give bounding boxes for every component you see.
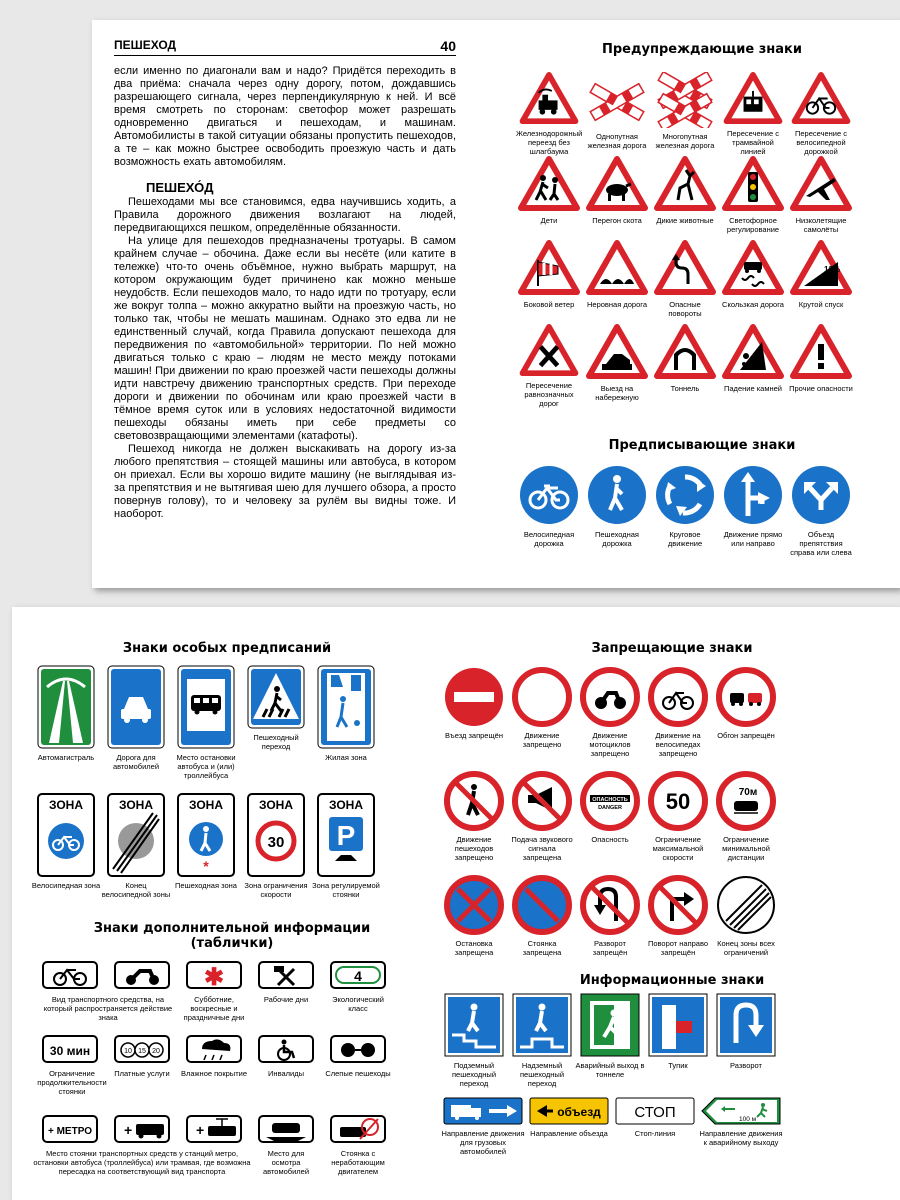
info-direction-sign-направление-движения-к-аварийному-выходу: [698, 1097, 784, 1187]
sign-caption: Пешеходная дорожка: [594, 530, 639, 548]
plate-eco-class: [330, 961, 386, 989]
sign-caption: Место остановки автобуса и (или) троллейбуса: [176, 753, 236, 780]
warning-sign-дикие-животные: [651, 156, 719, 240]
sign-caption: Въезд запрещён: [445, 731, 503, 740]
plate-paid-services: [114, 1035, 170, 1063]
info-sign-разворот: [712, 993, 780, 1097]
zone-sign-велосипедная-зона: [32, 793, 100, 917]
mandatory-signs-title: Предписывающие знаки: [608, 438, 796, 453]
prohibitory-signs-grid: [440, 667, 780, 979]
prohibitory-sign-остановка-запрещена: [440, 875, 508, 979]
svg-text:+: +: [196, 1122, 205, 1138]
info-direction-sign-стоп-линия: [612, 1097, 698, 1187]
warning-sign-выезд-на-набережную-icon: [586, 324, 648, 380]
plate-caption: Вид транспортного средства, на который распространяется действие знака: [43, 995, 173, 1022]
plate-bicycle: [42, 961, 98, 989]
plate-motorcycle-icon: [114, 961, 170, 989]
extra-info-title-line1: Знаки дополнительной информации: [93, 921, 371, 936]
zone-signs-grid: [32, 793, 380, 917]
plate-caption: Рабочие дни: [263, 995, 309, 1004]
book-page-top: [92, 20, 900, 588]
sign-caption: Подача звукового сигнала запрещена: [511, 835, 573, 862]
prohibitory-sign-движение-мотоциклов-запрещено-icon: [580, 667, 640, 727]
article-heading: ПЕШЕХО́Д: [146, 180, 214, 195]
parking-letter: P: [336, 820, 356, 851]
plate-disabled-icon: [258, 1035, 314, 1063]
extra-info-title-line2: (таблички): [190, 936, 274, 951]
prohibitory-sign-ограничение-минимальной-дистанции: [712, 771, 780, 875]
prohibitory-sign-конец-зоны-всех-ограничений-icon: [716, 875, 776, 935]
mandatory-sign-объезд-препятствия-справа-или-слева: [787, 464, 855, 564]
sign-caption: Зона регулируемой стоянки: [312, 881, 380, 899]
plate-car-inspection-icon: [258, 1115, 314, 1143]
plate-weekend: [186, 961, 242, 989]
sign-caption: Поворот направо запрещён: [647, 939, 709, 957]
warning-signs-title: Предупреждающие знаки: [602, 42, 802, 57]
warning-sign-однопутная-железная-дорога: [583, 72, 651, 156]
danger-top-text: ОПАСНОСТЬ: [592, 797, 628, 803]
sign-caption: Направление объезда: [530, 1129, 608, 1138]
sign-caption: Круговое движение: [667, 530, 703, 548]
warning-sign-тоннель: [651, 324, 719, 408]
warning-sign-железнодорожный-переезд-без-шлагбаума: [515, 72, 583, 156]
plate-caption: Инвалиды: [268, 1069, 304, 1078]
warning-sign-пересечение-с-велосипедной-дорожкой-icon: [790, 72, 852, 125]
prohibitory-sign-конец-зоны-всех-ограничений: [712, 875, 780, 979]
warning-sign-дети: [515, 156, 583, 240]
info-direction-sign-направление-движения-для-грузовых-автомобилей: [440, 1097, 526, 1187]
sign-caption: Разворот запрещён: [592, 939, 628, 957]
plate-disabled: [258, 1035, 314, 1063]
max-speed-value: 50: [665, 789, 691, 814]
sign-caption: Стоп-линия: [634, 1129, 676, 1138]
sign-caption: Светофорное регулирование: [726, 216, 780, 234]
prohibitory-sign-движение-пешеходов-запрещено: [440, 771, 508, 875]
plate-caption: Влажное покрытие: [180, 1069, 247, 1078]
special-sign-дорога-для-автомобилей: [102, 665, 170, 789]
section-title: ПЕШЕХОД: [114, 38, 177, 52]
warning-sign-крутой-спуск-icon: [790, 240, 852, 296]
prohibitory-sign-подача-звукового-сигнала-запрещена: [508, 771, 576, 875]
prohibitory-sign-движение-на-велосипедах-запрещено: [644, 667, 712, 771]
mandatory-sign-велосипедная-дорожка: [515, 464, 583, 564]
sign-caption: Движение на велосипедах запрещено: [655, 731, 701, 758]
plate-parking-time-icon: [42, 1035, 98, 1063]
speed-value: 30: [267, 834, 285, 851]
warning-sign-боковой-ветер-icon: [518, 240, 580, 296]
prohibitory-sign-движение-мотоциклов-запрещено: [576, 667, 644, 771]
plate-caption: Место стоянки транспортных средств у станций метро, остановки автобуса (троллейбуса) или трамвая, где возможна пересадка на соответствующий вид транспорта: [33, 1149, 251, 1176]
plate-tram-icon: [186, 1115, 242, 1143]
prohibitory-sign-разворот-запрещён-icon: [580, 875, 640, 935]
warning-sign-пересечение-с-велосипедной-дорожкой: [787, 72, 855, 156]
danger-bottom-text: DANGER: [598, 805, 622, 811]
page-number: 40: [440, 38, 456, 54]
sign-caption: Движение пешеходов запрещено: [454, 835, 494, 862]
sign-caption: Неровная дорога: [586, 300, 647, 309]
plate-workdays: [258, 961, 314, 989]
warning-sign-низколетящие-самолёты: [787, 156, 855, 240]
info-direction-sign-направление-объезда-icon: [529, 1097, 609, 1125]
warning-sign-падение-камней-icon: [722, 324, 784, 380]
info-sign-надземный-пешеходный-переход: [508, 993, 576, 1097]
prohibitory-sign-движение-на-велосипедах-запрещено-icon: [648, 667, 708, 727]
sign-caption: Конец велосипедной зоны: [101, 881, 171, 899]
stop-text: СТОП: [634, 1104, 676, 1121]
zone-sign-зона-регулируемой-стоянки-icon: [317, 793, 375, 877]
warning-sign-неровная-дорога: [583, 240, 651, 324]
sign-caption: Падение камней: [724, 384, 782, 393]
special-sign-место-остановки-автобуса-и-или-троллейбуса-icon: [177, 665, 235, 749]
paragraph: если именно по диагонали вам и надо? Придётся переходить в два приёма: сначала через одну дорогу, потом, дождавшись разрешающего сигнала, через перпендикулярную к ней. И всё время смотреть по сторонам: светофор может разрешать одновременно двигаться и пешеходам, и машинам. Автомобилисты в такой ситуации обязаны пропустить пешеходов, а те – как можно быстрее освободить проезжую часть и дать возможность ехать автомобилям.: [114, 65, 456, 168]
sign-caption: Дикие животные: [656, 216, 714, 225]
info-sign-тупик: [644, 993, 712, 1097]
sign-caption: Дорога для автомобилей: [112, 753, 160, 771]
sign-caption: Направление движения для грузовых автомобилей: [441, 1129, 525, 1156]
warning-sign-скользкая-дорога-icon: [722, 240, 784, 296]
sign-caption: Пешеходная зона: [175, 881, 237, 890]
sign-caption: Ограничение минимальной дистанции: [722, 835, 770, 862]
distance-value: 70м: [738, 787, 758, 798]
special-sign-автомагистраль-icon: [37, 665, 95, 749]
plate-parking-time: [42, 1035, 98, 1063]
info-direction-signs-grid: [440, 1097, 784, 1187]
metro-text: + МЕТРО: [47, 1126, 93, 1137]
warning-sign-крутой-спуск: [787, 240, 855, 324]
plate-blind-pedestrians-icon: [330, 1035, 386, 1063]
plate-bus: [114, 1115, 170, 1143]
sign-caption: Движение мотоциклов запрещено: [589, 731, 631, 758]
zone-sign-зона-ограничения-скорости: [242, 793, 310, 917]
plate-engine-off: [330, 1115, 386, 1143]
mandatory-sign-круговое-движение-icon: [654, 464, 716, 526]
sign-caption: Перегон скота: [592, 216, 642, 225]
warning-sign-низколетящие-самолёты-icon: [790, 156, 852, 212]
plate-caption: Ограничение продолжительности стоянки: [37, 1069, 107, 1096]
sign-caption: Железнодорожный переезд без шлагбаума: [516, 129, 583, 156]
special-sign-автомагистраль: [32, 665, 100, 789]
paragraph: На улице для пешеходов предназначены тротуары. В самом крайнем случае – обочина. Даже если вы несёте (или катите в тележке) что-то очень объёмное, нужно выбрать маршрут, на котором окружающим будет причинено как можно меньше неудобств. Если пешеходов мало, то надо идти по тротуару, если же вокруг толпа – можно аккуратно выйти на проезжую часть, но только так, чтобы не мешать машинам. Однако это едва ли не единственный случай, когда Правила допускают пешехода для передвижения по «автомобильной» территории. По ней можно двигаться только с краю – людям не место между потоками машин! При движении по краю проезжей части пешеходы должны идти навстречу движению транспортных средств. При переходе дороги и движении по обочинам или краю проезжей части в тёмное время суток или в условиях недостаточной видимости пешеходы обязаны иметь при себе предметы со световозвращающими элементами (катафоты).: [114, 235, 456, 442]
info-direction-sign-стоп-линия-icon: [615, 1097, 695, 1125]
mandatory-sign-пешеходная-дорожка-icon: [586, 464, 648, 526]
special-sign-жилая-зона: [312, 665, 380, 789]
prohibitory-sign-въезд-запрещён: [440, 667, 508, 771]
warning-sign-пересечение-с-трамвайной-линией: [719, 72, 787, 156]
plate-metro: [42, 1115, 98, 1143]
plate-weekend-icon: [186, 961, 242, 989]
plate-workdays-icon: [258, 961, 314, 989]
info-sign-разворот-icon: [716, 993, 776, 1057]
coin-value: 15: [138, 1048, 146, 1055]
book-page-bottom: [12, 607, 900, 1200]
special-sign-место-остановки-автобуса-и-или-троллейбуса: [172, 665, 240, 789]
info-direction-sign-направление-движения-для-грузовых-автомобилей-icon: [443, 1097, 523, 1125]
prohibitory-signs-title: Запрещающие знаки: [591, 641, 753, 656]
paragraph: Пешеходами мы все становимся, едва научившись ходить, а Правила дорожного движения возлагают на людей, передвигающихся пешком, определённые обязанности.: [114, 196, 456, 234]
info-sign-аварийный-выход-в-тоннеле: [576, 993, 644, 1097]
sign-caption: Аварийный выход в тоннеле: [575, 1061, 645, 1079]
info-sign-подземный-пешеходный-переход: [440, 993, 508, 1097]
warning-sign-прочие-опасности-icon: [790, 324, 852, 380]
warning-sign-пересечение-с-трамвайной-линией-icon: [722, 72, 784, 125]
sign-caption: Пешеходный переход: [253, 733, 299, 751]
warning-sign-дикие-животные-icon: [654, 156, 716, 212]
info-sign-аварийный-выход-в-тоннеле-icon: [580, 993, 640, 1057]
prohibitory-sign-ограничение-максимальной-скорости: [644, 771, 712, 875]
info-direction-sign-направление-движения-к-аварийному-выходу-icon: [701, 1097, 781, 1125]
mandatory-sign-пешеходная-дорожка: [583, 464, 651, 564]
warning-signs-grid: [515, 72, 855, 408]
warning-sign-неровная-дорога-icon: [586, 240, 648, 296]
coin-value: 20: [152, 1048, 160, 1055]
info-sign-надземный-пешеходный-переход-icon: [512, 993, 572, 1057]
info-signs-title: Информационные знаки: [579, 973, 765, 988]
detour-text: объезд: [557, 1105, 601, 1119]
mandatory-sign-движение-прямо-или-направо-icon: [722, 464, 784, 526]
warning-sign-тоннель-icon: [654, 324, 716, 380]
sign-caption: Объезд препятствия справа или слева: [790, 530, 852, 557]
special-signs-title: Знаки особых предписаний: [122, 641, 332, 656]
mandatory-sign-круговое-движение: [651, 464, 719, 564]
plate-caption: Платные услуги: [114, 1069, 170, 1078]
sign-caption: Тоннель: [670, 384, 700, 393]
special-sign-пешеходный-переход: [242, 665, 310, 789]
plate-caption: Место для осмотра автомобилей: [262, 1149, 310, 1176]
plate-eco-class-icon: [330, 961, 386, 989]
warning-sign-перегон-скота: [583, 156, 651, 240]
sign-caption: Дети: [540, 216, 558, 225]
zone-word: ЗОНА: [118, 798, 154, 812]
page-header: [114, 38, 456, 56]
prohibitory-sign-ограничение-максимальной-скорости-icon: [648, 771, 708, 831]
prohibitory-sign-подача-звукового-сигнала-запрещена-icon: [512, 771, 572, 831]
sign-caption: Направление движения к аварийному выходу: [699, 1129, 783, 1147]
svg-text:✱: ✱: [203, 964, 225, 989]
plate-bus-icon: [114, 1115, 170, 1143]
warning-sign-многопутная-железная-дорога: [651, 72, 719, 156]
prohibitory-sign-обгон-запрещён-icon: [716, 667, 776, 727]
sign-caption: Опасность: [591, 835, 629, 844]
exit-distance: 100 м: [739, 1116, 757, 1123]
info-direction-sign-направление-объезда: [526, 1097, 612, 1187]
extra-info-title: [42, 921, 422, 951]
sign-caption: Пересечение с велосипедной дорожкой: [795, 129, 847, 156]
zone-sign-пешеходная-зона: [172, 793, 240, 917]
plate-motorcycle: [114, 961, 170, 989]
mandatory-signs-grid: [515, 464, 855, 564]
zone-sign-конец-велосипедной-зоны-icon: [107, 793, 165, 877]
warning-sign-светофорное-регулирование: [719, 156, 787, 240]
sign-caption: Пересечение равнозначных дорог: [524, 381, 574, 408]
warning-sign-дети-icon: [518, 156, 580, 212]
sign-caption: Однопутная железная дорога: [587, 132, 647, 150]
article-text: [114, 65, 456, 521]
prohibitory-sign-движение-пешеходов-запрещено-icon: [444, 771, 504, 831]
plate-engine-off-icon: [330, 1115, 386, 1143]
special-sign-дорога-для-автомобилей-icon: [107, 665, 165, 749]
zone-sign-пешеходная-зона-icon: [177, 793, 235, 877]
sign-caption: Выезд на набережную: [595, 384, 639, 402]
info-signs-grid: [440, 993, 780, 1097]
eco-class-value: 4: [354, 968, 362, 984]
prohibitory-sign-обгон-запрещён: [712, 667, 780, 771]
sign-caption: Скользкая дорога: [722, 300, 784, 309]
prohibitory-sign-опасность: [576, 771, 644, 875]
mandatory-sign-движение-прямо-или-направо: [719, 464, 787, 564]
prohibitory-sign-разворот-запрещён: [576, 875, 644, 979]
prohibitory-sign-ограничение-минимальной-дистанции-icon: [716, 771, 776, 831]
warning-sign-перегон-скота-icon: [586, 156, 648, 212]
plate-caption: Субботние, воскресные и праздничные дни: [183, 995, 245, 1022]
warning-sign-опасные-повороты-icon: [654, 240, 716, 296]
sign-caption: Прочие опасности: [789, 384, 853, 393]
plate-wet-surface-icon: [186, 1035, 242, 1063]
prohibitory-sign-стоянка-запрещена: [508, 875, 576, 979]
info-sign-подземный-пешеходный-переход-icon: [444, 993, 504, 1057]
sign-caption: Конец зоны всех ограничений: [717, 939, 775, 957]
sign-caption: Многопутная железная дорога: [655, 132, 715, 150]
zone-word: ЗОНА: [328, 798, 364, 812]
special-sign-жилая-зона-icon: [317, 665, 375, 749]
sign-caption: Разворот: [730, 1061, 762, 1070]
zone-word: ЗОНА: [48, 798, 84, 812]
prohibitory-sign-поворот-направо-запрещён-icon: [648, 875, 708, 935]
warning-sign-светофорное-регулирование-icon: [722, 156, 784, 212]
warning-sign-многопутная-железная-дорога-icon: [654, 72, 716, 128]
plate-caption: Стоянка с неработающим двигателем: [331, 1149, 385, 1176]
plate-caption: Экологический класс: [332, 995, 384, 1013]
warning-sign-падение-камней: [719, 324, 787, 408]
extra-info-plates: [32, 959, 432, 1199]
sign-caption: Крутой спуск: [798, 300, 844, 309]
sign-caption: Зона ограничения скорости: [244, 881, 308, 899]
prohibitory-sign-въезд-запрещён-icon: [444, 667, 504, 727]
warning-sign-боковой-ветер: [515, 240, 583, 324]
svg-text:+: +: [124, 1122, 133, 1138]
zone-sign-зона-регулируемой-стоянки: [312, 793, 380, 917]
paragraph: Пешеход никогда не должен выскакивать на дорогу из-за любого препятствия – стоящей машины или автобуса, в котором он приехал. Если вы хорошо видите машину (не выглядывая из-за препятствия и не вытягивая шею для лучшего обзора, а просто повернув голову), то и человеку за рулём вы видны тоже. И наоборот.: [114, 443, 456, 520]
zone-sign-конец-велосипедной-зоны: [102, 793, 170, 917]
sign-caption: Ограничение максимальной скорости: [652, 835, 704, 862]
plate-caption: Слепые пешеходы: [325, 1069, 391, 1078]
zone-word: ЗОНА: [188, 798, 224, 812]
sign-caption: Стоянка запрещена: [522, 939, 562, 957]
prohibitory-sign-поворот-направо-запрещён: [644, 875, 712, 979]
sign-caption: Велосипедная зона: [31, 881, 101, 890]
zone-sign-зона-ограничения-скорости-icon: [247, 793, 305, 877]
sign-caption: Движение прямо или направо: [723, 530, 783, 548]
sign-caption: Жилая зона: [325, 753, 367, 762]
sign-caption: Движение запрещено: [522, 731, 562, 749]
time-limit-text: 30 мин: [49, 1044, 91, 1058]
sign-caption: Пересечение с трамвайной линией: [727, 129, 779, 156]
sign-caption: Обгон запрещён: [717, 731, 775, 740]
grade-label: 12%: [824, 265, 841, 274]
plate-blind-pedestrians: [330, 1035, 386, 1063]
sign-caption: Велосипедная дорожка: [523, 530, 575, 548]
sign-caption: Низколетящие самолёты: [795, 216, 847, 234]
sign-caption: Боковой ветер: [523, 300, 575, 309]
warning-sign-опасные-повороты: [651, 240, 719, 324]
mandatory-sign-велосипедная-дорожка-icon: [518, 464, 580, 526]
plate-car-inspection: [258, 1115, 314, 1143]
prohibitory-sign-стоянка-запрещена-icon: [512, 875, 572, 935]
prohibitory-sign-движение-запрещено-icon: [512, 667, 572, 727]
prohibitory-sign-опасность-icon: [580, 771, 640, 831]
plate-paid-services-icon: [114, 1035, 170, 1063]
warning-sign-однопутная-железная-дорога-icon: [586, 72, 648, 128]
sign-caption: Остановка запрещена: [454, 939, 494, 957]
plate-bicycle-icon: [42, 961, 98, 989]
svg-text:*: *: [203, 858, 209, 874]
zone-sign-велосипедная-зона-icon: [37, 793, 95, 877]
warning-sign-прочие-опасности: [787, 324, 855, 408]
warning-sign-пересечение-равнозначных-дорог: [515, 324, 583, 408]
mandatory-sign-объезд-препятствия-справа-или-слева-icon: [790, 464, 852, 526]
special-signs-grid: [32, 665, 380, 789]
sign-caption: Автомагистраль: [37, 753, 95, 762]
sign-caption: Подземный пешеходный переход: [451, 1061, 497, 1088]
sign-caption: Опасные повороты: [668, 300, 702, 318]
zone-word: ЗОНА: [258, 798, 294, 812]
prohibitory-sign-остановка-запрещена-icon: [444, 875, 504, 935]
sign-caption: Тупик: [668, 1061, 688, 1070]
info-sign-тупик-icon: [648, 993, 708, 1057]
special-sign-пешеходный-переход-icon: [247, 665, 305, 729]
plate-metro-icon: [42, 1115, 98, 1143]
prohibitory-sign-движение-запрещено: [508, 667, 576, 771]
warning-sign-выезд-на-набережную: [583, 324, 651, 408]
plate-tram: [186, 1115, 242, 1143]
coin-value: 10: [124, 1048, 132, 1055]
plate-wet-surface: [186, 1035, 242, 1063]
warning-sign-скользкая-дорога: [719, 240, 787, 324]
warning-sign-железнодорожный-переезд-без-шлагбаума-icon: [518, 72, 580, 125]
warning-sign-пересечение-равнозначных-дорог-icon: [518, 324, 580, 377]
sign-caption: Надземный пешеходный переход: [519, 1061, 565, 1088]
